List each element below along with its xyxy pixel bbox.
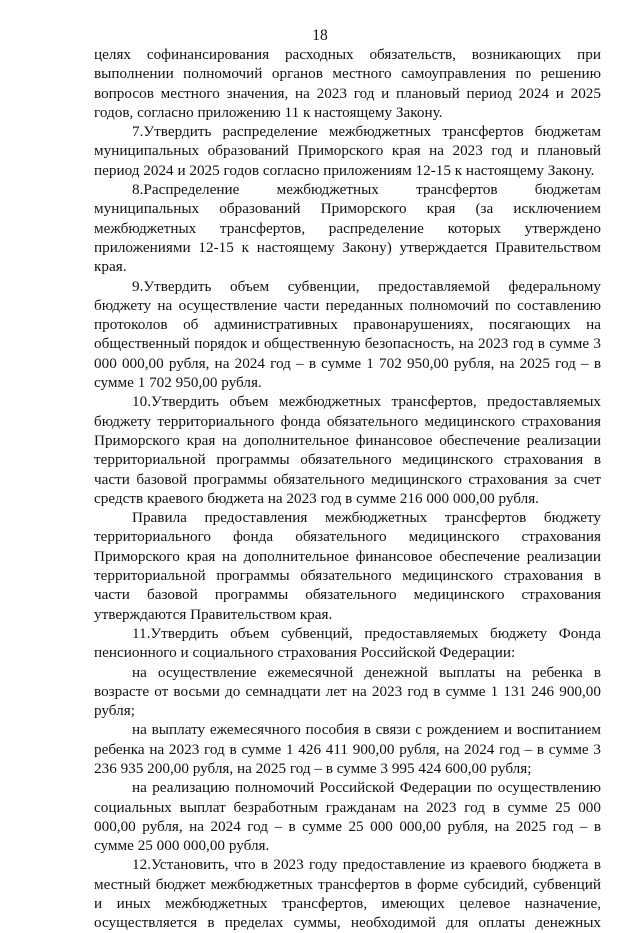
paragraph-11: 11.Утвердить объем субвенций, предоставляемых бюджету Фонда пенсионного и социального страхования Российской Федерации:	[94, 624, 601, 662]
document-body	[94, 45, 601, 933]
paragraph-8: 8.Распределение межбюджетных трансфертов бюджетам муниципальных образований Приморского края (за исключением межбюджетных трансфертов, распределение которых утверждено приложениями 12-15 к настоящему Закону) утверждается Правительством края.	[94, 181, 601, 276]
paragraph-10: 10.Утвердить объем межбюджетных трансфертов, предоставляемых бюджету территориального фонда обязательного медицинского страхования Приморского края на дополнительное финансовое обеспечение реализации территориальной программы обязательного медицинского страхования в части базовой программы обязательного медицинского страхования за счет средств краевого бюджета на 2023 год в сумме 216 000 000,00 рубля.	[94, 393, 601, 507]
paragraph-7: 7.Утвердить распределение межбюджетных трансфертов бюджетам муниципальных образований Приморского края на 2023 год и плановый период 2024 и 2025 годов согласно приложениям 12-15 к настоящему Закону.	[94, 123, 601, 179]
paragraph-11-item-monthly-payment: на осуществление ежемесячной денежной выплаты на ребенка в возрасте от восьми до семнадцати лет на 2023 год в сумме 1 131 246 900,00 рубля;	[94, 663, 601, 720]
paragraph-11-item-unemployment: на реализацию полномочий Российской Федерации по осуществлению социальных выплат безработным гражданам на 2023 год в сумме 25 000 000,00 рубля, на 2024 год – в сумме 25 000 000,00 рубля, на 2025 год – в сумме 25 000 000,00 рубля.	[94, 779, 601, 855]
paragraph-9: 9.Утвердить объем субвенции, предоставляемой федеральному бюджету на осуществление части переданных полномочий по составлению протоколов об административных правонарушениях, посягающих на общественный порядок и общественную безопасность, на 2023 год в сумме 3 000 000,00 рубля, на 2024 год – в сумме 1 702 950,00 рубля, на 2025 год – в сумме 1 702 950,00 рубля.	[94, 277, 601, 392]
paragraph-11-item-child-allowance: на выплату ежемесячного пособия в связи с рождением и воспитанием ребенка на 2023 год в сумме 1 426 411 900,00 рубля, на 2024 год – в сумме 3 236 935 200,00 рубля, на 2025 год – в сумме 3 995 424 600,00 рубля;	[94, 721, 601, 777]
page-number: 18	[312, 27, 328, 44]
paragraph-continuation: целях софинансирования расходных обязательств, возникающих при выполнении полномочий органов местного самоуправления по решению вопросов местного значения, на 2023 год и плановый период 2024 и 2025 годов, согласно приложению 11 к настоящему Закону.	[94, 46, 601, 121]
paragraph-12: 12.Установить, что в 2023 году предоставление из краевого бюджета в местный бюджет межбюджетных трансфертов в форме субсидий, субвенций и иных межбюджетных трансфертов, имеющих целевое назначение, осуществляется в пределах суммы, необходимой для оплаты денежных	[94, 856, 601, 932]
paragraph-10-rules: Правила предоставления межбюджетных трансфертов бюджету территориального фонда обязательного медицинского страхования Приморского края на дополнительное финансовое обеспечение реализации территориальной программы обязательного медицинского страхования в части базовой программы обязательного медицинского страхования утверждаются Правительством края.	[94, 509, 601, 623]
